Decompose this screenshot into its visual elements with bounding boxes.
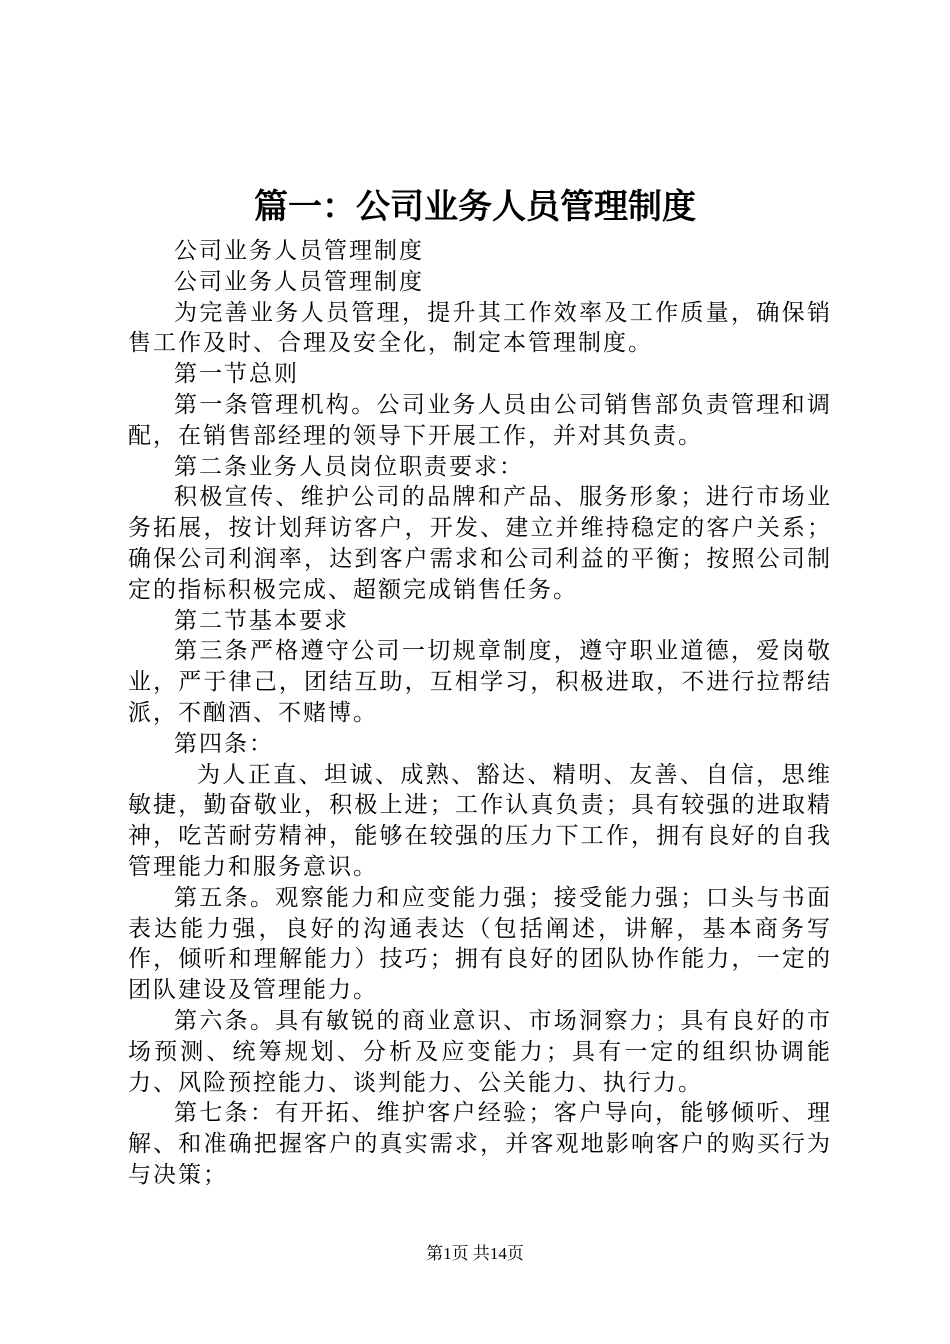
paragraph-article-2-duties: 积极宣传、维护公司的品牌和产品、服务形象；进行市场业务拓展，按计划拜访客户，开发、建立并维持稳定的客户关系；确保公司利润率，达到客户需求和公司利益的平衡；按照公司制定的指标积极完成、超额完成销售任务。 — [128, 484, 832, 603]
paragraph-article-6: 第六条。具有敏锐的商业意识、市场洞察力；具有良好的市场预测、统筹规划、分析及应变能力；具有一定的组织协调能力、风险预控能力、谈判能力、公关能力、执行力。 — [128, 1007, 832, 1096]
paragraph-purpose: 为完善业务人员管理，提升其工作效率及工作质量，确保销售工作及时、合理及安全化，制定本管理制度。 — [128, 299, 832, 357]
section-heading-general: 第一节总则 — [174, 361, 299, 388]
paragraph-article-5: 第五条。观察能力和应变能力强；接受能力强；口头与书面表达能力强，良好的沟通表达（包括阐述，讲解，基本商务写作，倾听和理解能力）技巧；拥有良好的团队协作能力，一定的团队建设及管理能力。 — [128, 884, 832, 1004]
paragraph-heading-repeat-2: 公司业务人员管理制度 — [174, 268, 424, 295]
document-body — [128, 236, 832, 1191]
paragraph-article-7: 第七条：有开拓、维护客户经验；客户导向，能够倾听、理解、和准确把握客户的真实需求，并客观地影响客户的购买行为与决策； — [128, 1100, 832, 1188]
paragraph-article-3: 第三条严格遵守公司一切规章制度，遵守职业道德，爱岗敬业，严于律己，团结互助，互相学习，积极进取，不进行拉帮结派，不酗酒、不赌博。 — [128, 638, 832, 726]
page-footer: 第1页 共14页 — [426, 1244, 524, 1263]
paragraph-article-4-detail: 为人正直、坦诚、成熟、豁达、精明、友善、自信，思维敏捷，勤奋敬业，积极上进；工作认真负责；具有较强的进取精神，吃苦耐劳精神，能够在较强的压力下工作，拥有良好的自我管理能力和服务意识。 — [128, 761, 832, 880]
paragraph-heading-repeat-1: 公司业务人员管理制度 — [174, 238, 424, 264]
paragraph-article-1: 第一条管理机构。公司业务人员由公司销售部负责管理和调配，在销售部经理的领导下开展工作，并对其负责。 — [128, 391, 832, 449]
page-title: 篇一：公司业务人员管理制度 — [254, 187, 696, 227]
section-heading-basic-requirements: 第二节基本要求 — [174, 607, 349, 634]
paragraph-article-4: 第四条： — [174, 730, 274, 757]
paragraph-article-2: 第二条业务人员岗位职责要求： — [174, 453, 524, 480]
